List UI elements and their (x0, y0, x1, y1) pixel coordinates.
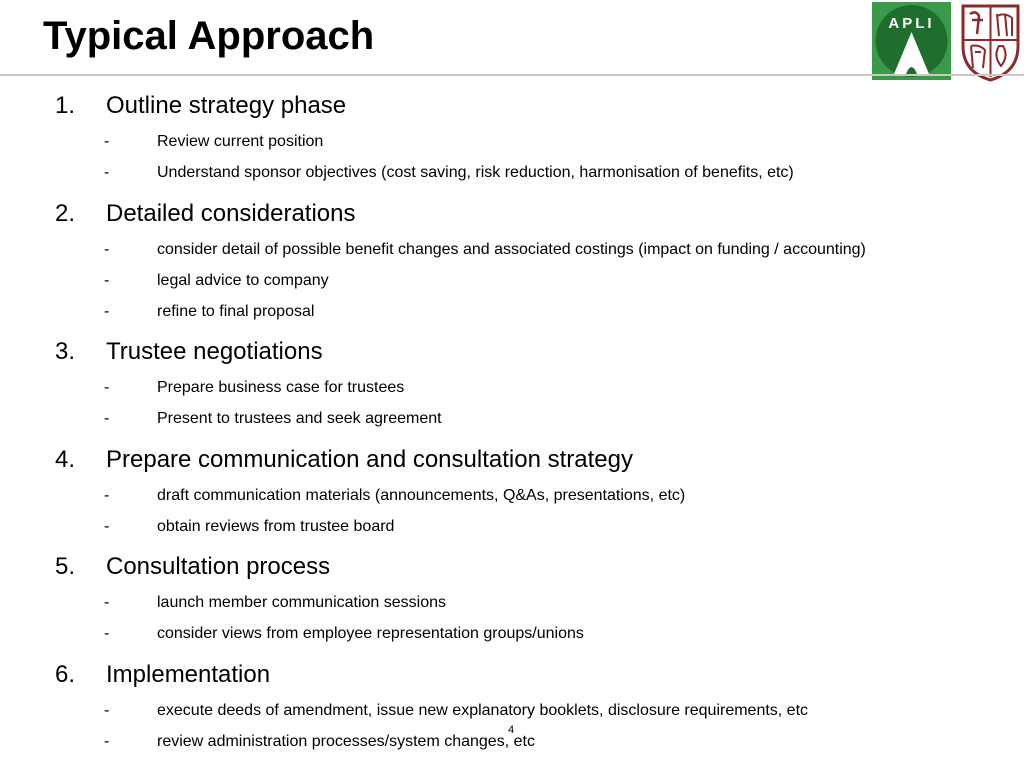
bullet-text: draft communication materials (announcements, Q&As, presentations, etc) (157, 487, 686, 504)
bullet-dash: - (104, 272, 110, 289)
bullet-item (0, 593, 1024, 613)
bullet-text: refine to final proposal (157, 303, 315, 320)
bullet-text: Prepare business case for trustees (157, 379, 405, 396)
bullet-item (0, 378, 1024, 398)
section-heading: Trustee negotiations (106, 338, 323, 365)
section-number: 5. (55, 553, 76, 580)
section-number: 3. (55, 338, 76, 365)
bullet-dash: - (104, 702, 110, 719)
bullet-dash: - (104, 625, 110, 642)
bullet-dash: - (104, 487, 110, 504)
bullet-dash: - (104, 133, 110, 150)
bullet-item (0, 486, 1024, 506)
bullet-text: legal advice to company (157, 272, 329, 289)
bullet-text: Present to trustees and seek agreement (157, 410, 442, 427)
bullet-item (0, 624, 1024, 644)
bullet-dash: - (104, 379, 110, 396)
bullet-text: Review current position (157, 133, 324, 150)
bullet-text: consider views from employee representation groups/unions (157, 625, 584, 642)
bullet-item (0, 132, 1024, 152)
section-heading: Detailed considerations (106, 200, 356, 227)
page-number: 4 (508, 724, 515, 736)
bullet-text: obtain reviews from trustee board (157, 518, 395, 535)
bullet-item (0, 240, 1024, 260)
bullet-dash: - (104, 303, 110, 320)
bullet-item (0, 271, 1024, 291)
section-heading: Consultation process (106, 553, 331, 580)
bullet-text: review administration processes/system changes, etc (157, 733, 535, 750)
bullet-item (0, 409, 1024, 429)
bullet-dash: - (104, 594, 110, 611)
bullet-dash: - (104, 241, 110, 258)
bullet-item (0, 701, 1024, 721)
apli-logo-text: APLI (888, 15, 935, 32)
section-number: 2. (55, 200, 76, 227)
bullet-text: Understand sponsor objectives (cost saving, risk reduction, harmonisation of benefits, etc) (157, 164, 794, 181)
bullet-text: execute deeds of amendment, issue new explanatory booklets, disclosure requirements, etc (157, 702, 809, 719)
section-number: 6. (55, 661, 76, 688)
bullet-text: consider detail of possible benefit changes and associated costings (impact on funding / accounting) (157, 241, 866, 258)
slide-title: Typical Approach (43, 14, 375, 58)
section-heading: Implementation (106, 661, 271, 688)
section-number: 4. (55, 446, 76, 473)
bullet-dash: - (104, 164, 110, 181)
section-heading: Outline strategy phase (106, 92, 347, 119)
bullet-dash: - (104, 733, 110, 750)
bullet-item (0, 163, 1024, 183)
section-number: 1. (55, 92, 76, 119)
bullet-item (0, 517, 1024, 537)
bullet-item (0, 302, 1024, 322)
bullet-text: launch member communication sessions (157, 594, 447, 611)
section-heading: Prepare communication and consultation strategy (106, 446, 633, 473)
bullet-dash: - (104, 518, 110, 535)
bullet-dash: - (104, 410, 110, 427)
